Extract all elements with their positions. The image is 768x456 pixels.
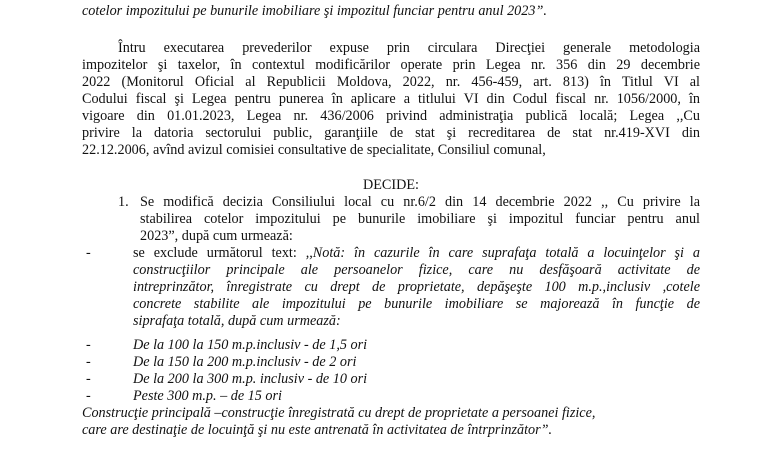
bracket-item: De la 100 la 150 m.p.inclusiv - de 1,5 ori [133,337,368,353]
exclude-quote-start: ,,Notă: în cazurile în care suprafaţa totală a locuinţelor şi a [305,245,700,261]
preamble-line: Codului fiscal şi Legea pentru punerea în aplicare a titlului VI din Codul fiscal nr. 1056/2000, în [82,91,700,107]
bracket-dash: - [86,337,91,353]
item-line: Se modifică decizia Consiliului local cu nr.6/2 din 14 decembrie 2022 ,, Cu privire la [140,194,700,210]
bracket-dash: - [86,354,91,370]
exclude-dash: - [86,245,91,261]
exclude-line: concrete stabilite ale impozitului pe bunurile imobiliare se majorează în funcţie de [133,296,700,312]
exclude-prefix: se exclude următorul text: [133,245,306,261]
exclude-line-first [133,245,700,261]
top-line: cotelor impozitului pe bunurile imobiliare şi impozitul funciar pentru anul 2023”. [82,3,547,19]
item-line: stabilirea cotelor impozitului pe bunurile imobiliare şi impozitul funciar pentru anul [140,211,700,227]
preamble-line: Întru executarea prevederilor expuse prin circulara Direcţiei generale metodologia [118,40,700,56]
exclude-line: intreprinzător, înregistrate cu drept de proprietate, depăşeşte 100 m.p.,inclusiv ,cotele [133,279,700,295]
bracket-item: De la 150 la 200 m.p.inclusiv - de 2 ori [133,354,357,370]
exclude-line: siprafaţa totală, după cum urmează: [133,313,341,329]
bracket-item: De la 200 la 300 m.p. inclusiv - de 10 ori [133,371,368,387]
item-number: 1. [118,194,129,210]
preamble-line: vigoare din 01.01.2023, Legea nr. 436/2006 privind administraţia publică locală; Legea ,,Cu [82,108,700,124]
preamble-line: 2022 (Monitorul Oficial al Republicii Moldova, 2022, nr. 456-459, art. 813) în Titlul VI al [82,74,700,90]
preamble-line: privire la datoria sectorului public, garanţiile de stat şi recreditarea de stat nr.419-XVI din [82,125,700,141]
exclude-line: construcţiilor principale ale persoanelor fizice, care nu desfăşoară activitate de [133,262,700,278]
definition-line: care are destinaţie de locuinţă şi nu este antrenată în activitatea de întrprinzător”. [82,422,553,438]
decide-heading: DECIDE: [363,177,419,193]
preamble-line: impozitelor şi taxelor, în contextul modificărilor operate prin Legea nr. 356 din 29 decembrie [82,57,700,73]
definition-line: Construcţie principală –construcţie înregistrată cu drept de proprietate a persoanei fizice, [82,405,596,421]
bracket-dash: - [86,371,91,387]
bracket-dash: - [86,388,91,404]
bracket-item: Peste 300 m.p. – de 15 ori [133,388,282,404]
preamble-line: 22.12.2006, avînd avizul comisiei consultative de specialitate, Consiliul comunal, [82,142,546,158]
item-line: 2023”, după cum urmează: [140,228,293,244]
